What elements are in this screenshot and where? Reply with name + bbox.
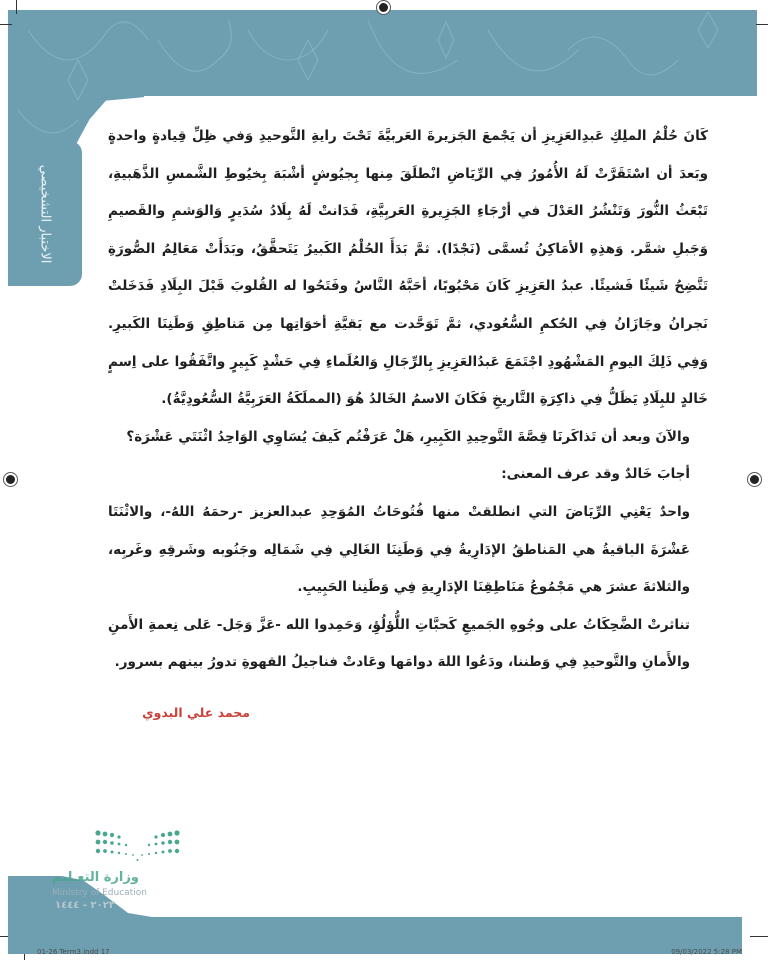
ministry-name-english: Ministry of Education (52, 888, 147, 898)
registration-mark-left (6, 475, 15, 484)
page-year-label: ٢٠٢٣ - ١٤٤٤ (55, 900, 115, 911)
registration-mark-right (750, 475, 759, 484)
ministry-logo-icon (90, 828, 185, 868)
story-paragraph: تناثرتْ الضَّحِكَاتُ على وجُوهِ الجَميعِ كَحبَّاتِ اللُّؤلُؤِ، وَحَمِدوا الله -عَزَّ وَجَل- عَلى نِعمةِ الأَمنِ والأَمانِ والتَّوحيدِ فِي وَطننا، ودَعُوا اللهَ دوامَها وعَادتْ فناجيلُ القهوةِ تدورُ بينهم بسرور. (108, 616, 690, 671)
story-paragraph: كَانَ حُلْمُ الملِكِ عَبدِالعَزِيزِ أن يَجْمعَ الجَزيرةَ العَربيَّةَ تَحْتَ رايةِ التَّوحيدِ وَفي ظِلِّ قِيادةٍ واحدةٍ وبَعدَ أن اسْتَقَرَّتْ لَهُ الأُمُورُ فِي الرِّيَاضِ انْطلَقَ مِنها بِجيُوشٍ أشْبَهَ بِخيُوطِ الشَّمسِ الذَّهَبيةِ، تَبْعَثُ النُّورَ وَتَنْشُرُ العَدْلَ في أرْجَاءِ الجَزِيرةِ العَربِيَّةِ، فَدَانتْ لَهُ بِلَادُ سُدَيرٍ وَالوَشمِ والقَصيمِ وَجَبلِ شمَّر. وَهذِهِ الأمَاكِنُ تُسمَّى (نَجْدًا). ثمَّ بَدَأَ الحُلْمُ الكَبيرُ يَتَحقَّقُ، وبَدَأَتْ مَعَالِمُ الصُّورَةِ تَتَّضِحُ شَيئًا فَشيئًا. عبدُ العَزِيزِ كَانَ مَحْبُوبًا، أحَبَّهُ النَّاسُ وفَتَحُوا له القُلوبَ قَبْلَ البِلَادِ فَدَخَلتْ نَجرانُ وجَازَانُ فِي الحُكمِ السُّعُودي، ثمَّ تَوَحَّدت مع بَقيَّةِ أخوَاتِها مِن مَناطِقِ وَطَنِنَا الكَبيرِ. وَفِي ذَلِكَ اليومِ المَشْهُودِ اجْتَمَعَ عَبدُالعَزِيزِ بِالرِّجَالِ وَالعُلَماءِ فِي حَشْدٍ كَبِيرٍ واتَّفَقُوا على اِسمٍ خَالدٍ للبِلَادِ يَظَلُّ فِي ذاكِرَةِ التَّاريخِ فَكَانَ الاسمُ الخَالدُ هُوَ (المملَكَةُ العَرَبِيَّةُ السُّعُودِيَّةُ). (108, 128, 708, 408)
print-slug-file: 01-26 Term3.indd 17 (37, 948, 110, 956)
print-slug-date: 09/03/2022 5:28 PM (671, 948, 742, 956)
footer-band (8, 917, 742, 954)
crop-mark (756, 24, 768, 25)
story-paragraph: والآنَ وبعد أن تَذاكَرنَا قِصَّةَ التَّوحِيدِ الكَبِيرِ، هَلْ عَرَفْتُم كَيفَ يُسَاوِي الوَاحِدُ اثْنَتَي عَشْرَة؟ (126, 428, 690, 445)
crop-mark (16, 0, 17, 14)
header-band (8, 10, 757, 96)
story-paragraph: واحدٌ يَعْنِي الرِّيَاضَ التي انطلقتْ منها فُتُوحَاتُ المُوَحِدِ عبدالعزيز -رحمَهُ اللهُ-، والاثْنَتَا عَشْرَةَ الباقيةُ هي المَناطقُ الإدَارِيةُ فِي وَطَنِنَا الغَالِي فِي شَمَالِه وجَنُوبه وشَرقِهِ وغَربِه، والثلاثةَ عشرَ هي مَجْمُوعُ مَنَاطِقِنَا الإدَارِيةِ فِي وَطَنِنا الحَبِيبِ. (108, 503, 690, 596)
story-text (108, 118, 708, 682)
section-side-tab-label: الاختبار التشخيصي (37, 164, 53, 264)
registration-mark-top (379, 3, 388, 12)
crop-mark (750, 936, 768, 937)
crop-mark (0, 24, 12, 25)
ministry-name-arabic: وزارة التعـليم (52, 870, 139, 885)
author-name: محمد علي البدوي (142, 705, 250, 720)
story-paragraph: أجابَ خَالدٌ وقد عرف المعنى: (501, 466, 690, 483)
